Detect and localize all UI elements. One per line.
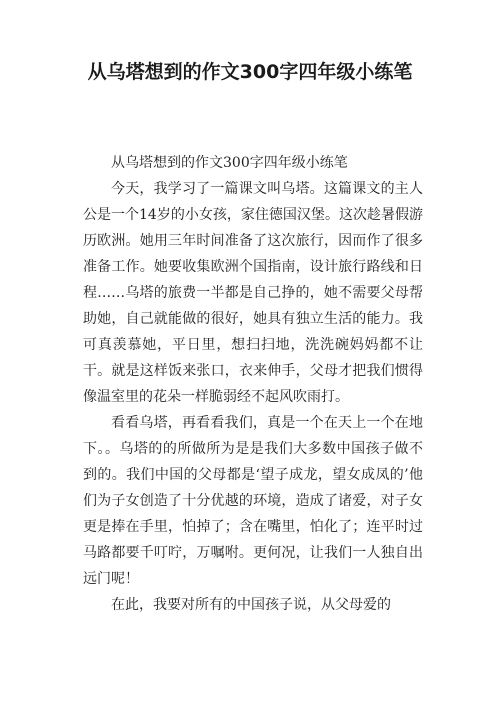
paragraph-3: 在此，我要对所有的中国孩子说，从父母爱的 (111, 597, 391, 613)
paragraph-2: 看看乌塔，再看看我们，真是一个在天上一个在地下。。乌塔的的所做所为是是我们大多数中国孩子做不到的。我们中国的父母都是‘望子成龙，望女成凤的’他们为子女创造了十分优越的环境，造成了诸爱，对子女更是捧在手里，怕掉了；含在嘴里，怕化了；连平时过马路都要千叮咛，万嘱咐。更何况，让我们一人独自出远门呢！ (83, 415, 423, 587)
document-title: 从乌塔想到的作文300字四年级小练笔 (87, 61, 413, 83)
document-body (83, 150, 423, 618)
paragraph-1: 今天，我学习了一篇课文叫乌塔。这篇课文的主人公是一个14岁的小女孩，家住德国汉堡。这次趁暑假游历欧洲。她用三年时间准备了这次旅行，因而作了很多准备工作。她要收集欧洲个国指南，设计旅行路线和日程……乌塔的旅费一半都是自己挣的，她不需要父母帮助她，自己就能做的很好，她具有独立生活的能力。我可真羡慕她，平日里，想扫扫地，洗洗碗妈妈都不让干。就是这样饭来张口，衣来伸手，父母才把我们惯得像温室里的花朵一样脆弱经不起风吹雨打。 (83, 181, 423, 405)
paragraph-subtitle: 从乌塔想到的作文300字四年级小练笔 (111, 155, 348, 171)
